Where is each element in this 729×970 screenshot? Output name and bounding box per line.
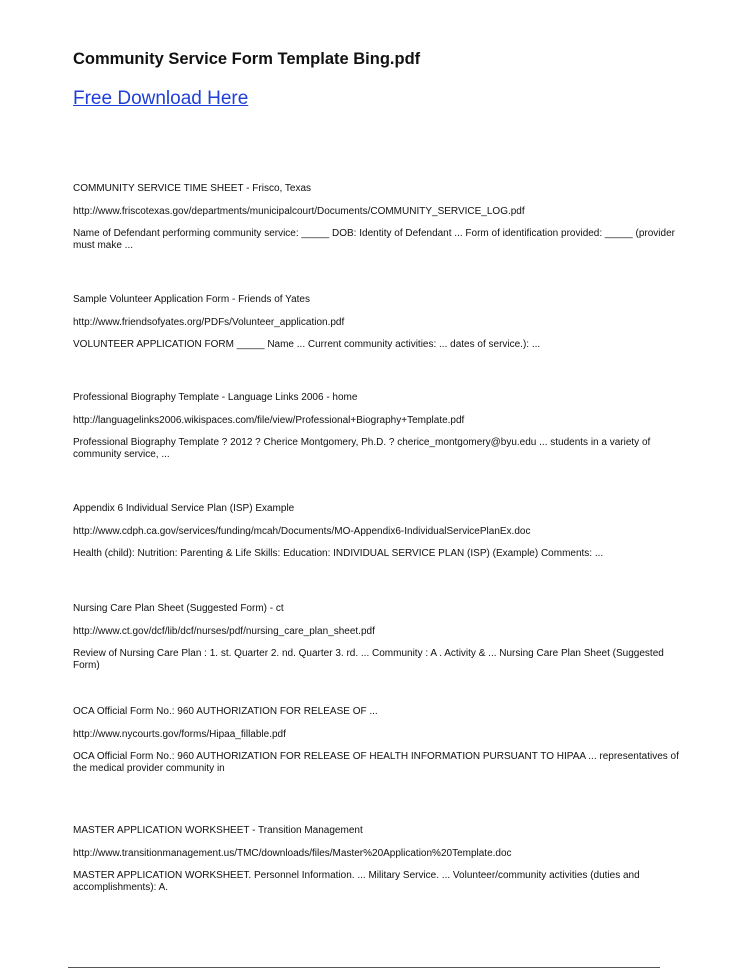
result-url: http://www.ct.gov/dcf/lib/dcf/nurses/pdf/nursing_care_plan_sheet.pdf <box>73 626 375 637</box>
result-url: http://www.friendsofyates.org/PDFs/Volunteer_application.pdf <box>73 317 345 328</box>
free-download-link[interactable]: Free Download Here <box>73 88 249 109</box>
list-item <box>73 502 693 602</box>
result-url: http://www.cdph.ca.gov/services/funding/mcah/Documents/MO-Appendix6-IndividualServicePlanEx.doc <box>73 526 531 537</box>
document-title: Community Service Form Template Bing.pdf <box>73 50 421 68</box>
result-snippet: VOLUNTEER APPLICATION FORM _____ Name ... Current community activities: ... dates of service.): ... <box>73 339 541 350</box>
result-title: Nursing Care Plan Sheet (Suggested Form) - ct <box>73 603 284 614</box>
list-item <box>73 182 693 293</box>
result-url: http://www.friscotexas.gov/departments/municipalcourt/Documents/COMMUNITY_SERVICE_LOG.pdf <box>73 206 525 217</box>
result-snippet: Name of Defendant performing community service: _____ DOB: Identity of Defendant ... Form of identification provided: _____ (provider must make ... <box>73 228 675 251</box>
list-item <box>73 391 693 502</box>
result-title: Appendix 6 Individual Service Plan (ISP) Example <box>73 503 295 514</box>
result-snippet: Health (child): Nutrition: Parenting & Life Skills: Education: INDIVIDUAL SERVICE PLAN (ISP) (Example) Comments: ... <box>73 548 604 559</box>
result-url: http://www.transitionmanagement.us/TMC/downloads/files/Master%20Application%20Template.doc <box>73 848 512 859</box>
result-title: Professional Biography Template - Language Links 2006 - home <box>73 392 358 403</box>
result-snippet: OCA Official Form No.: 960 AUTHORIZATION FOR RELEASE OF HEALTH INFORMATION PURSUANT TO HIPAA ... representatives of the medical provider community in <box>73 751 679 774</box>
list-item <box>73 602 693 705</box>
footer-divider <box>68 967 660 968</box>
result-title: OCA Official Form No.: 960 AUTHORIZATION FOR RELEASE OF ... <box>73 706 378 717</box>
result-title: COMMUNITY SERVICE TIME SHEET - Frisco, Texas <box>73 183 312 194</box>
result-title: Sample Volunteer Application Form - Friends of Yates <box>73 294 310 305</box>
list-item <box>73 705 693 824</box>
list-item <box>73 824 693 935</box>
result-snippet: Professional Biography Template ? 2012 ? Cherice Montgomery, Ph.D. ? cherice_montgomery@byu.edu ... students in a variety of community service, ... <box>73 437 651 460</box>
result-snippet: Review of Nursing Care Plan : 1. st. Quarter 2. nd. Quarter 3. rd. ... Community : A . Activity & ... Nursing Care Plan Sheet (Suggested Form) <box>73 648 664 671</box>
result-snippet: MASTER APPLICATION WORKSHEET. Personnel Information. ... Military Service. ... Volunteer/community activities (duties and accomplishments): A. <box>73 870 640 893</box>
result-title: MASTER APPLICATION WORKSHEET - Transition Management <box>73 825 363 836</box>
list-item <box>73 293 693 391</box>
result-url: http://languagelinks2006.wikispaces.com/file/view/Professional+Biography+Template.pdf <box>73 415 465 426</box>
result-list <box>73 182 693 935</box>
result-url: http://www.nycourts.gov/forms/Hipaa_fillable.pdf <box>73 729 286 740</box>
